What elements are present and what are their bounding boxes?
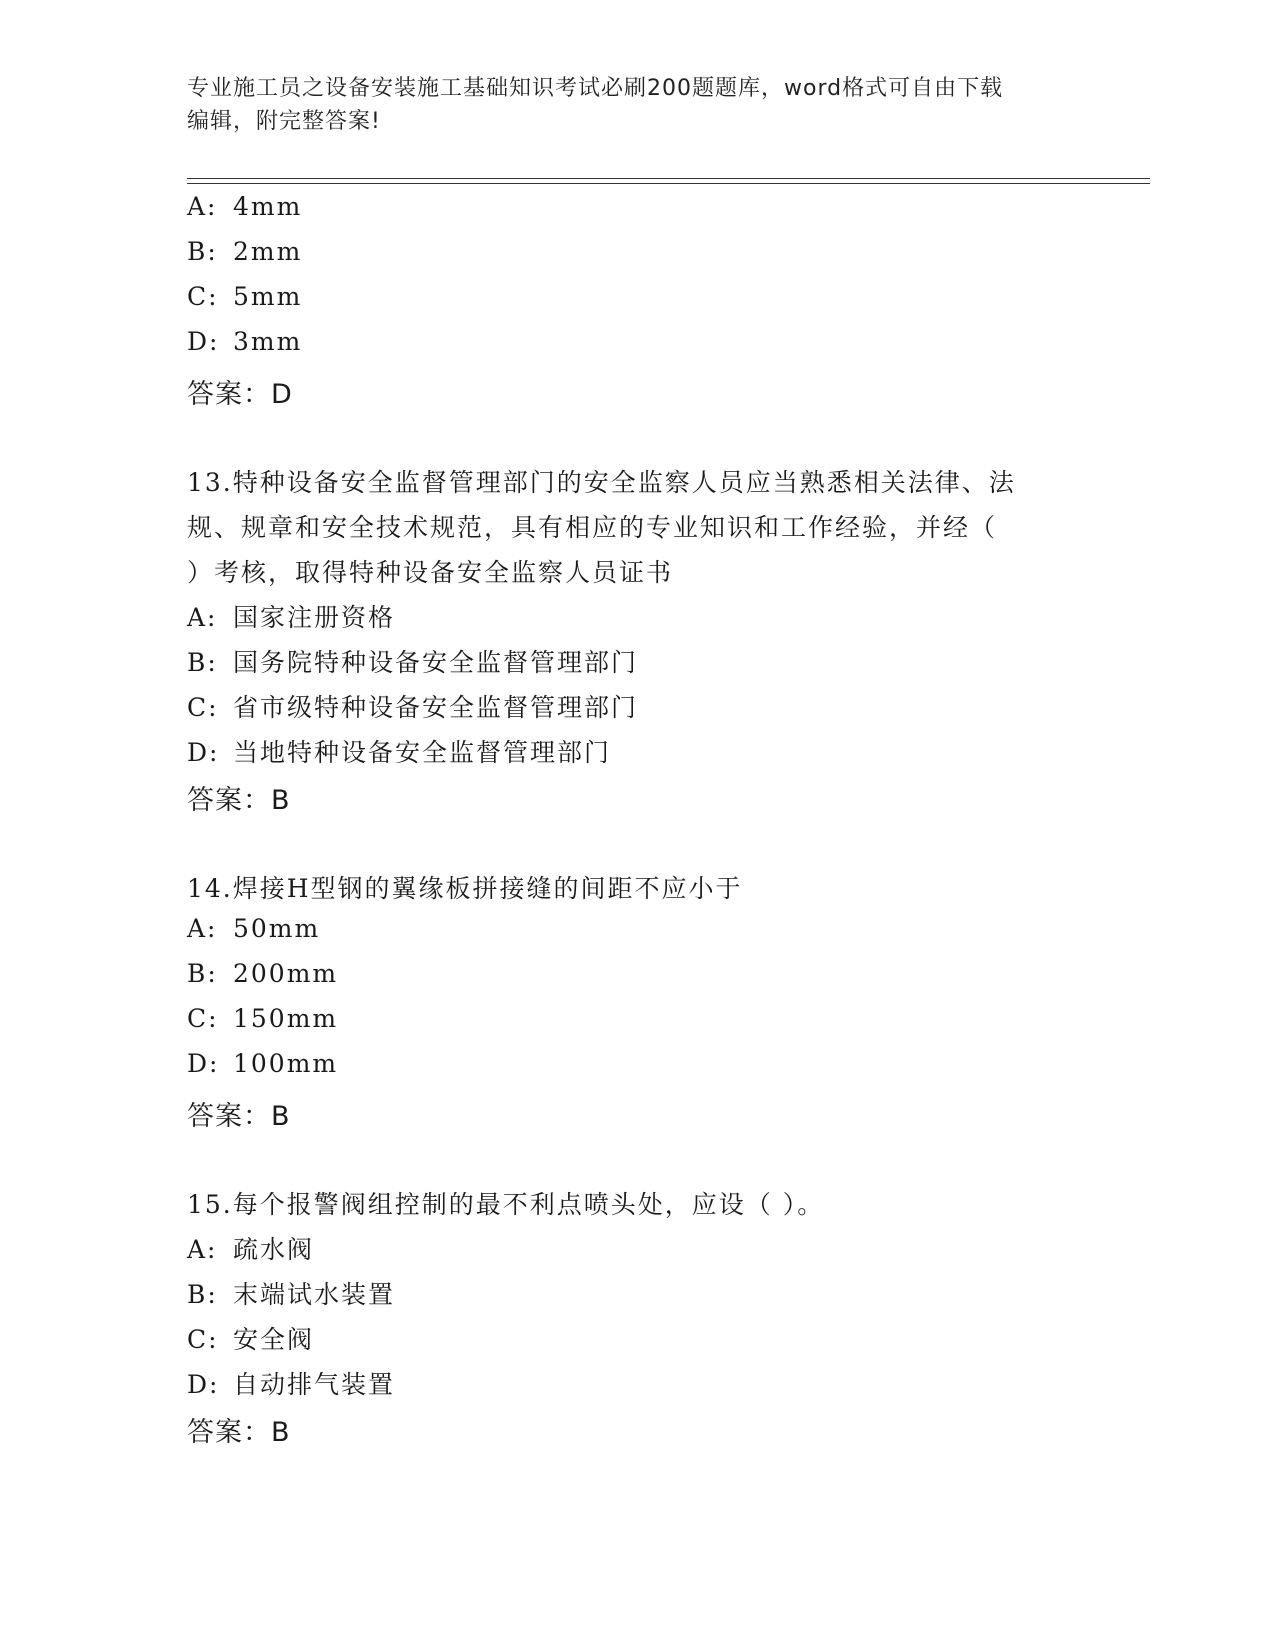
option-letter: B: [187, 959, 218, 988]
option-text: 国家注册资格 [233, 603, 396, 632]
option-letter: D: [187, 738, 220, 767]
option-letter: D: [187, 1370, 220, 1399]
q15-question-line-1: 15.每个报警阀组控制的最不利点喷头处，应设（ ）。 [187, 1190, 825, 1219]
option-letter: B: [187, 648, 218, 677]
option-text: 自动排气装置 [233, 1370, 396, 1399]
option-text: 当地特种设备安全监督管理部门 [233, 738, 612, 767]
option-text: 2mm [233, 237, 303, 266]
option-text: 安全阀 [233, 1325, 315, 1354]
header-line-2: 编辑，附完整答案! [187, 109, 381, 134]
q14-answer: 答案：B [187, 1101, 291, 1132]
q14-question-line-1: 14.焊接H型钢的翼缘板拼接缝的间距不应小于 [187, 874, 743, 903]
option-text: 50mm [233, 914, 321, 943]
document-header [187, 72, 1067, 138]
option-text: 200mm [233, 959, 339, 988]
q12-option-c [187, 282, 302, 311]
option-text: 疏水阀 [233, 1235, 315, 1264]
option-letter: D: [187, 327, 220, 356]
option-letter: C: [187, 1325, 219, 1354]
q15-option-c [187, 1320, 314, 1356]
option-text: 末端试水装置 [233, 1280, 396, 1309]
header-divider-bottom [187, 183, 1150, 184]
option-text: 5mm [233, 282, 303, 311]
q13-question-line-3: ）考核，取得特种设备安全监察人员证书 [187, 558, 674, 587]
q12-option-a [187, 192, 302, 221]
option-letter: A: [187, 1235, 218, 1264]
q15-answer: 答案：B [187, 1417, 291, 1448]
option-text: 4mm [233, 192, 303, 221]
q13-option-a [187, 598, 395, 634]
q13-option-d [187, 733, 611, 769]
option-text: 国务院特种设备安全监督管理部门 [233, 648, 639, 677]
q13-answer: 答案：B [187, 785, 291, 816]
q12-option-b [187, 237, 302, 266]
option-letter: B: [187, 237, 218, 266]
q15-option-b [187, 1275, 395, 1311]
option-text: 100mm [233, 1049, 339, 1078]
q15-option-d [187, 1365, 395, 1401]
q13-question-line-1: 13.特种设备安全监督管理部门的安全监察人员应当熟悉相关法律、法 [187, 468, 1016, 497]
option-text: 150mm [233, 1004, 339, 1033]
q12-answer: 答案：D [187, 379, 293, 410]
q13-question-line-2: 规、规章和安全技术规范，具有相应的专业知识和工作经验，并经（ [187, 513, 998, 542]
q15-option-a [187, 1230, 314, 1266]
q13-option-c [187, 688, 638, 724]
option-text: 省市级特种设备安全监督管理部门 [233, 693, 639, 722]
option-letter: C: [187, 282, 219, 311]
option-letter: D: [187, 1049, 220, 1078]
q13-option-b [187, 643, 638, 679]
q14-option-b [187, 959, 338, 988]
option-letter: A: [187, 192, 218, 221]
option-letter: A: [187, 914, 218, 943]
option-letter: C: [187, 693, 219, 722]
q12-option-d [187, 327, 302, 356]
option-text: 3mm [233, 327, 303, 356]
q14-option-d [187, 1049, 338, 1078]
q14-option-c [187, 1004, 338, 1033]
option-letter: B: [187, 1280, 218, 1309]
option-letter: C: [187, 1004, 219, 1033]
header-divider-top [187, 178, 1150, 179]
q14-option-a [187, 914, 320, 943]
header-line-1: 专业施工员之设备安装施工基础知识考试必刷200题题库，word格式可自由下载 [187, 76, 1004, 101]
option-letter: A: [187, 603, 218, 632]
